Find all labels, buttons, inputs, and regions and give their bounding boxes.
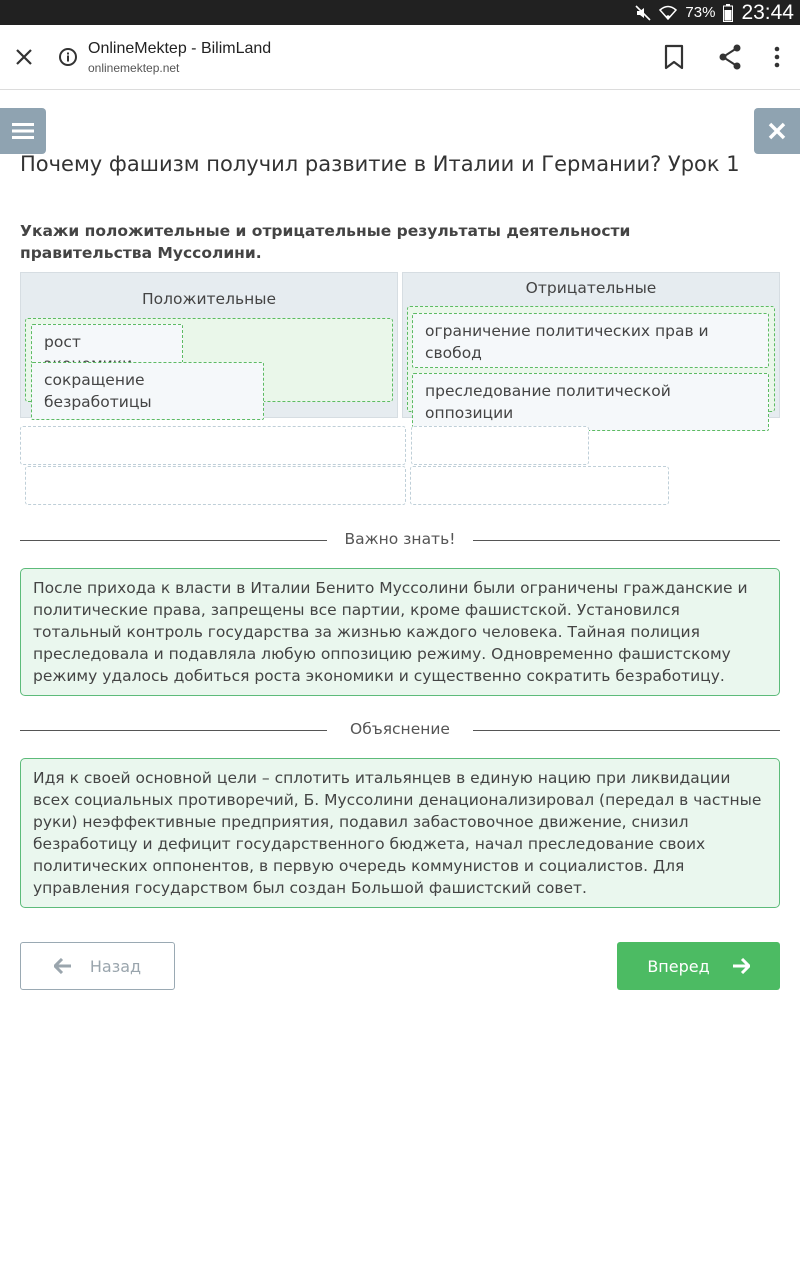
arrow-left-icon — [54, 958, 72, 974]
divider-line — [473, 730, 780, 731]
negative-column-title: Отрицательные — [525, 279, 657, 297]
answer-chip[interactable]: ограничение политических прав и свобод — [412, 313, 769, 368]
close-icon — [767, 121, 787, 141]
important-text-box: После прихода к власти в Италии Бенито Муссолини были ограничены гражданские и политические права, запрещены все партии, кроме фашистской. Установился тотальный контроль государства за жизнью каждого человека. Тайная полиция преследовала и подавляла любую оппозицию режиму. Одновременно фашистскому режиму удалось добиться роста экономики и существенно сократить безработицу. — [20, 568, 780, 696]
empty-answer-slot[interactable] — [411, 426, 589, 465]
menu-button[interactable] — [0, 108, 46, 154]
hamburger-icon — [11, 121, 35, 141]
answer-chip[interactable]: рост — [31, 324, 183, 382]
battery-percent: 73% — [685, 4, 716, 21]
wifi-icon — [659, 5, 677, 21]
answer-chip[interactable]: преследование политической оппозиции — [412, 373, 769, 431]
back-button[interactable] — [20, 942, 175, 990]
share-icon — [716, 43, 744, 71]
explanation-text-box: Идя к своей основной цели – сплотить итальянцев в единую нацию при ликвидации всех социальных противоречий, Б. Муссолини денационализировал (передал в частные руки) неэффективные предприятия, подавил забастовочное движение, снизил безработицу и дефицит государственного бюджета, начал преследование своих политических оппонентов, в первую очередь коммунистов и социалистов. Для управления государством был создан Большой фашистский совет. — [20, 758, 780, 908]
divider-line — [20, 540, 327, 541]
empty-answer-slot[interactable] — [20, 426, 406, 465]
empty-answer-slot[interactable] — [410, 466, 669, 505]
mute-icon — [635, 5, 651, 21]
next-button-label: Вперед — [647, 956, 710, 976]
browser-toolbar — [0, 25, 800, 90]
task-instruction: Укажи положительные и отрицательные результаты деятельности правительства Муссолини. — [20, 222, 631, 262]
bookmark-button[interactable] — [660, 43, 688, 71]
divider-line — [20, 730, 327, 731]
answer-chip[interactable]: сокращение безработицы — [31, 362, 264, 420]
site-url: onlinemektep.net — [88, 61, 180, 75]
lesson-title: Почему фашизм получил развитие в Италии и Германии? Урок 1 — [20, 152, 740, 176]
back-button-label: Назад — [89, 956, 142, 976]
positive-column-title: Положительные — [141, 290, 277, 308]
bookmark-icon — [660, 43, 688, 71]
status-bar — [0, 0, 800, 25]
battery-icon — [723, 4, 733, 22]
close-lesson-button[interactable] — [754, 108, 800, 154]
close-icon — [12, 45, 36, 69]
close-tab-button[interactable] — [12, 45, 36, 69]
site-title: OnlineMektep - BilimLand — [88, 40, 272, 57]
divider-line — [473, 540, 780, 541]
more-vertical-icon — [766, 43, 788, 71]
arrow-right-icon — [732, 958, 750, 974]
share-button[interactable] — [716, 43, 744, 71]
site-info-icon[interactable] — [58, 47, 78, 67]
important-heading: Важно знать! — [344, 530, 456, 548]
next-button[interactable] — [617, 942, 780, 990]
clock: 23:44 — [741, 0, 794, 24]
more-options-button[interactable] — [766, 43, 788, 71]
empty-answer-slot[interactable] — [25, 466, 406, 505]
explanation-heading: Объяснение — [350, 720, 450, 738]
